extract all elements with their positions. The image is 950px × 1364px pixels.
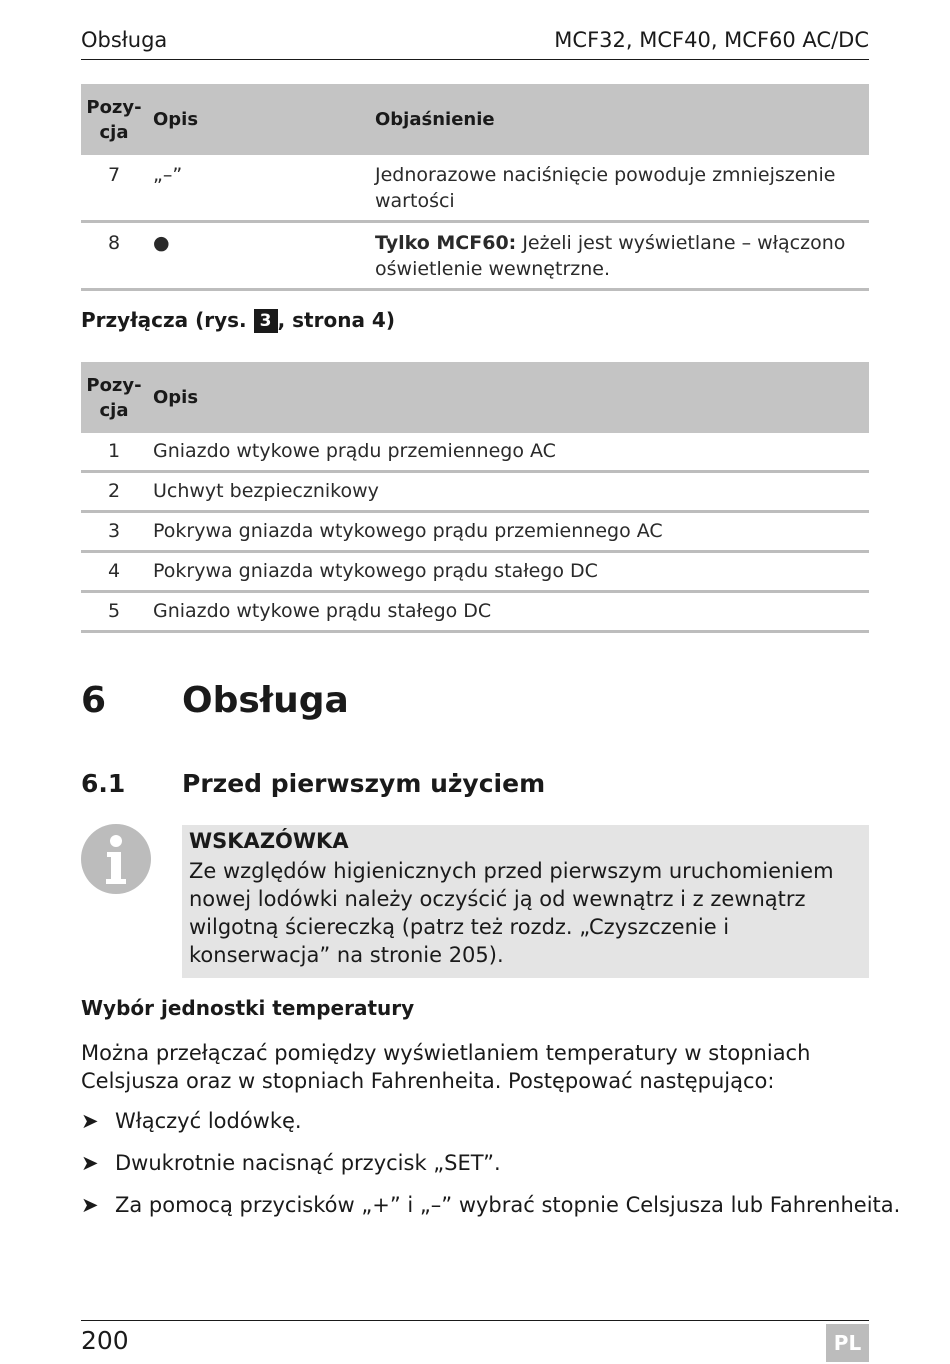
temperature-unit-heading: Wybór jednostki temperatury (81, 996, 415, 1020)
connections-heading (81, 308, 395, 333)
row-position: 4 (81, 552, 147, 592)
table-row (81, 472, 869, 512)
row-explanation-text: Jeżeli jest wyświetlane – włączono oświetlenie wewnętrzne. (375, 232, 846, 280)
connections-heading-suffix: , strona 4) (277, 308, 395, 332)
row-position: 7 (81, 155, 147, 222)
row-description: Uchwyt bezpiecznikowy (147, 472, 869, 512)
arrow-bullet-icon: ➤ (81, 1109, 99, 1133)
table-row (81, 592, 869, 632)
row-description: Gniazdo wtykowe prądu stałego DC (147, 592, 869, 632)
row-description: Pokrywa gniazda wtykowego prądu przemiennego AC (147, 512, 869, 552)
table-row (81, 433, 869, 472)
connections-table (81, 362, 869, 633)
section-number: 6.1 (81, 769, 126, 798)
column-header-position: Pozy- cja (81, 362, 147, 433)
info-icon (81, 824, 151, 894)
list-item (81, 1193, 900, 1217)
row-position: 8 (81, 222, 147, 290)
row-description: Pokrywa gniazda wtykowego prądu stałego DC (147, 552, 869, 592)
row-explanation-bold: Tylko MCF60: (375, 232, 517, 254)
temperature-intro-text: Można przełączać pomiędzy wyświetlaniem temperatury w stopniach Celsjusza oraz w stopniach Fahrenheita. Postępować następująco: (81, 1041, 811, 1093)
section-title: Przed pierwszym użyciem (182, 769, 546, 798)
row-explanation-text: Jednorazowe naciśnięcie powoduje zmniejszenie wartości (375, 164, 836, 212)
step-text: Włączyć lodówkę. (115, 1109, 302, 1133)
step-text: Dwukrotnie nacisnąć przycisk „SET”. (115, 1151, 501, 1175)
chapter-number: 6 (81, 680, 107, 721)
step-text: Za pomocą przycisków „+” i „–” wybrać stopnie Celsjusza lub Fahrenheita. (115, 1193, 901, 1217)
table-row (81, 552, 869, 592)
row-position: 5 (81, 592, 147, 632)
column-header-description: Opis (147, 84, 369, 155)
table-row (81, 155, 869, 222)
arrow-bullet-icon: ➤ (81, 1151, 99, 1175)
row-description: „–” (147, 155, 369, 222)
row-position: 3 (81, 512, 147, 552)
note-title: WSKAZÓWKA (189, 829, 349, 853)
column-header-position: Pozy- cja (81, 84, 147, 155)
controls-table (81, 84, 869, 291)
header-divider (81, 59, 869, 60)
header-section-title: Obsługa (81, 28, 168, 52)
connections-heading-prefix: Przyłącza (rys. (81, 308, 247, 332)
table-row (81, 222, 869, 290)
row-explanation (369, 222, 869, 290)
row-position: 1 (81, 433, 147, 472)
header-model-names: MCF32, MCF40, MCF60 AC/DC (554, 28, 869, 52)
table-row (81, 512, 869, 552)
list-item (81, 1109, 302, 1133)
footer-divider (81, 1320, 869, 1321)
row-description: ● (147, 222, 369, 290)
row-description: Gniazdo wtykowe prądu przemiennego AC (147, 433, 869, 472)
language-badge: PL (826, 1324, 869, 1362)
row-position: 2 (81, 472, 147, 512)
column-header-explanation: Objaśnienie (369, 84, 869, 155)
column-header-description: Opis (147, 362, 869, 433)
arrow-bullet-icon: ➤ (81, 1193, 99, 1217)
page-number: 200 (81, 1326, 129, 1355)
list-item (81, 1151, 501, 1175)
table-header-row (81, 362, 869, 433)
note-text: Ze względów higienicznych przed pierwszym uruchomieniem nowej lodówki należy oczyścić ją od wewnątrz i z zewnątrz wilgotną ściereczką (patrz też rozdz. „Czyszczenie i konserwacja” na stronie 205). (189, 859, 834, 967)
chapter-title: Obsługa (182, 680, 349, 721)
figure-number-badge: 3 (254, 309, 278, 333)
row-explanation (369, 155, 869, 222)
table-header-row (81, 84, 869, 155)
